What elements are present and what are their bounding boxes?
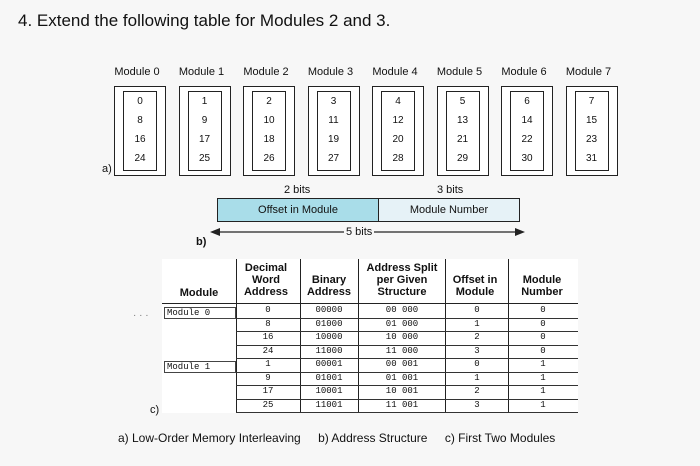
module-word: 27 [327,153,340,164]
module-word-list [510,91,544,171]
offset-bits-label: 2 bits [284,184,311,196]
cell-binary: 01001 [315,372,343,383]
caption-a: a) Low-Order Memory Interleaving [118,431,301,445]
cell-split: 00 001 [385,359,419,369]
module-label: Module 2 [243,66,289,78]
module-label: Module 7 [565,66,612,78]
module-word: 16 [134,134,146,145]
cell-offset: 2 [474,332,480,342]
module-word: 1 [201,96,208,107]
module-word: 20 [392,134,404,145]
module-label: Module 6 [501,66,547,78]
cell-binary: 10001 [315,386,343,396]
module-word-list [252,91,286,171]
module-word: 3 [330,96,337,107]
module-label: Module 3 [307,66,354,78]
caption-b: b) Address Structure [318,431,428,445]
module-word: 19 [327,134,340,145]
cell-offset: 1 [474,372,480,383]
cell-split: 10 001 [385,386,419,396]
caption-c: c) First Two Modules [444,431,556,445]
module-word: 23 [585,134,598,145]
module-name-cell: Module 0 [164,307,236,319]
table-row [162,306,578,317]
module-word: 30 [521,153,533,164]
cell-decimal: 24 [262,345,274,356]
module-word: 28 [392,153,404,164]
cell-split: 01 001 [385,372,419,383]
cell-modnum: 0 [540,332,546,342]
cell-modnum: 0 [540,318,546,329]
module-word-list [317,91,351,171]
module-word: 4 [395,96,401,107]
module-box [566,86,618,176]
module-word: 2 [266,96,272,107]
cell-decimal: 9 [265,372,271,383]
header-offset: Offset in Module [452,274,498,298]
module-word: 5 [459,96,466,107]
table-row [162,320,578,331]
module-word: 25 [198,153,211,164]
address-table [162,259,578,413]
module-word: 11 [328,115,339,126]
cell-split: 00 000 [385,305,419,315]
module-label: Module 5 [436,66,483,78]
module-box [114,86,166,176]
question-text: 4. Extend the following table for Modules 2 and 3. [18,11,391,30]
module-bits-label: 3 bits [437,184,464,196]
cell-decimal: 25 [262,399,274,410]
module-word: 22 [521,134,533,145]
module-word: 10 [263,115,275,126]
module-word-list [123,91,157,171]
cell-binary: 00000 [315,305,343,315]
module-word-list [575,91,609,171]
header-binary: Binary Address [306,274,352,298]
header-decimal: Decimal Word Address [243,262,289,298]
cell-split: 11 000 [385,345,419,356]
module-box [501,86,553,176]
cell-split: 11 001 [385,399,419,410]
module-word-list [381,91,415,171]
module-word: 18 [263,134,275,145]
module-label: Module 1 [178,66,225,78]
header-divider [162,303,578,304]
cell-offset: 3 [474,399,480,410]
figure-a-label: a) [102,163,112,175]
module-word: 31 [585,153,598,164]
cell-binary: 10000 [315,332,343,342]
cell-modnum: 0 [540,345,546,356]
row-divider [236,412,578,413]
module-word: 29 [456,153,469,164]
module-box [372,86,424,176]
cell-modnum: 0 [540,305,546,315]
figure-caption [118,431,569,445]
header-split: Address Split per Given Structure [366,262,438,298]
module-word: 6 [524,96,530,107]
cell-binary: 00001 [315,359,343,369]
figure-c-label: c) [150,404,160,416]
module-box [243,86,295,176]
table-dots: · · · [133,310,149,321]
module-word: 8 [137,115,143,126]
cell-decimal: 17 [262,386,274,396]
cell-binary: 01000 [315,318,343,329]
module-word: 7 [588,96,595,107]
header-module-number: Module Number [521,274,563,298]
cell-split: 01 000 [385,318,419,329]
module-word-list [446,91,480,171]
cell-binary: 11000 [315,345,343,356]
table-row [162,333,578,344]
total-bits-label: 5 bits [346,226,373,238]
cell-decimal: 16 [262,332,274,342]
module-word: 15 [585,115,598,126]
cell-offset: 0 [474,305,480,315]
cell-offset: 1 [474,318,480,329]
cell-modnum: 1 [540,399,546,410]
cell-binary: 11001 [315,399,343,410]
offset-in-module-field: Offset in Module [217,198,379,222]
cell-offset: 3 [474,345,480,356]
cell-offset: 0 [474,359,480,369]
module-word: 0 [137,96,143,107]
module-word: 21 [456,134,469,145]
module-label: Module 4 [372,66,418,78]
cell-modnum: 1 [540,372,546,383]
module-number-field: Module Number [378,198,520,222]
table-row [162,387,578,398]
module-word: 26 [263,153,275,164]
module-word-list [188,91,222,171]
table-row [162,401,578,412]
cell-decimal: 0 [265,305,271,315]
cell-decimal: 8 [265,318,271,329]
module-label: Module 0 [114,66,160,78]
module-box [437,86,489,176]
cell-split: 10 000 [385,332,419,342]
figure-b-label: b) [196,236,207,248]
cell-offset: 2 [474,386,480,396]
table-row [162,347,578,358]
cell-modnum: 1 [540,386,546,396]
module-word: 12 [392,115,404,126]
module-name-cell: Module 1 [164,361,236,373]
module-word: 14 [521,115,533,126]
module-box [308,86,360,176]
cell-modnum: 1 [540,359,546,369]
table-row [162,374,578,385]
cell-decimal: 1 [265,359,271,369]
header-module: Module [179,287,219,299]
module-word: 13 [456,115,469,126]
table-row [162,360,578,371]
module-word: 9 [201,115,208,126]
module-box [179,86,231,176]
module-word: 17 [198,134,211,145]
module-word: 24 [134,153,146,164]
